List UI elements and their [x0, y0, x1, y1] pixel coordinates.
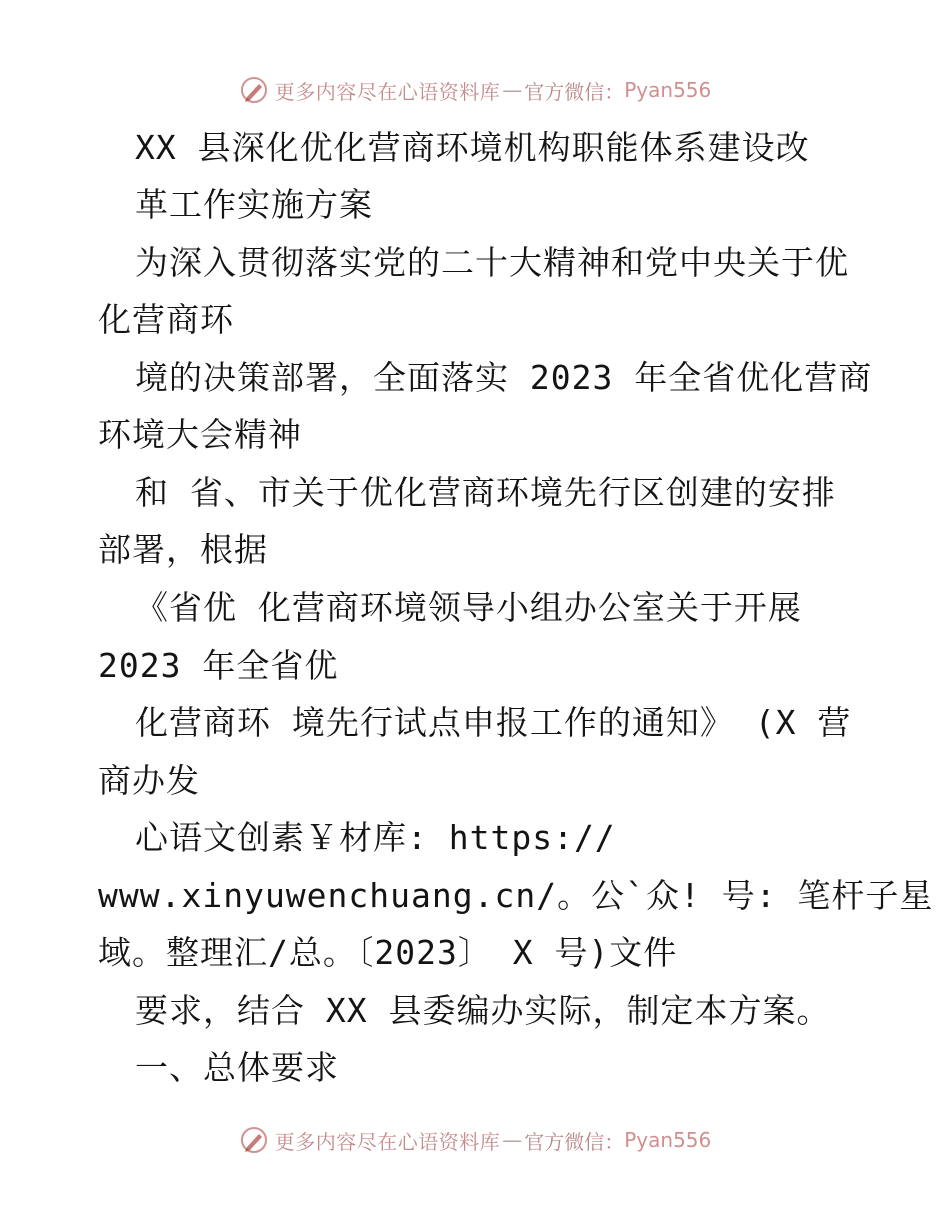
paragraph-line: 心语文创素￥材库: https:// — [135, 818, 616, 857]
paragraph-line: 《省优 化营商环境领导小组办公室关于开展 — [135, 588, 802, 627]
paragraph-line: www.xinyuwenchuang.cn/。公`众! 号: 笔杆子星 — [98, 876, 934, 915]
paragraph-line: 化营商环 境先行试点申报工作的通知》 (X 营 — [135, 703, 852, 742]
paragraph-line: 环境大会精神 — [98, 415, 302, 454]
paragraph-line: 化营商环 — [98, 300, 234, 339]
pen-logo-icon — [239, 1125, 269, 1155]
title-line-2: 革工作实施方案 — [135, 185, 373, 224]
watermark-text: 更多内容尽在心语资料库 — [274, 79, 501, 104]
paragraph-line: 域。整理汇/总。〔2023〕 X 号)文件 — [98, 933, 678, 972]
watermark-brand: 官方微信： — [524, 79, 625, 104]
watermark-footer — [0, 1122, 950, 1158]
watermark-text: 更多内容尽在心语资料库 — [274, 1129, 501, 1154]
section-heading: 一、总体要求 — [135, 1048, 339, 1087]
paragraph-line: 为深入贯彻落实党的二十大精神和党中央关于优 — [135, 243, 849, 282]
paragraph-line: 和 省、市关于优化营商环境先行区创建的安排 — [135, 473, 836, 512]
watermark-wechat-id: Pyan556 — [624, 78, 712, 102]
watermark-wechat-id: Pyan556 — [624, 1128, 712, 1152]
watermark-brand: 官方微信： — [524, 1129, 625, 1154]
paragraph-line: 要求，结合 XX 县委编办实际，制定本方案。 — [135, 991, 831, 1030]
title-line-1: XX 县深化优化营商环境机构职能体系建设改 — [135, 128, 810, 167]
paragraph-line: 部署，根据 — [98, 530, 268, 569]
watermark-separator: — — [502, 78, 523, 102]
paragraph-line: 2023 年全省优 — [98, 646, 339, 685]
paragraph-line: 境的决策部署，全面落实 2023 年全省优化营商 — [135, 358, 873, 397]
watermark-separator: — — [502, 1128, 523, 1152]
paragraph-line: 商办发 — [98, 761, 200, 800]
